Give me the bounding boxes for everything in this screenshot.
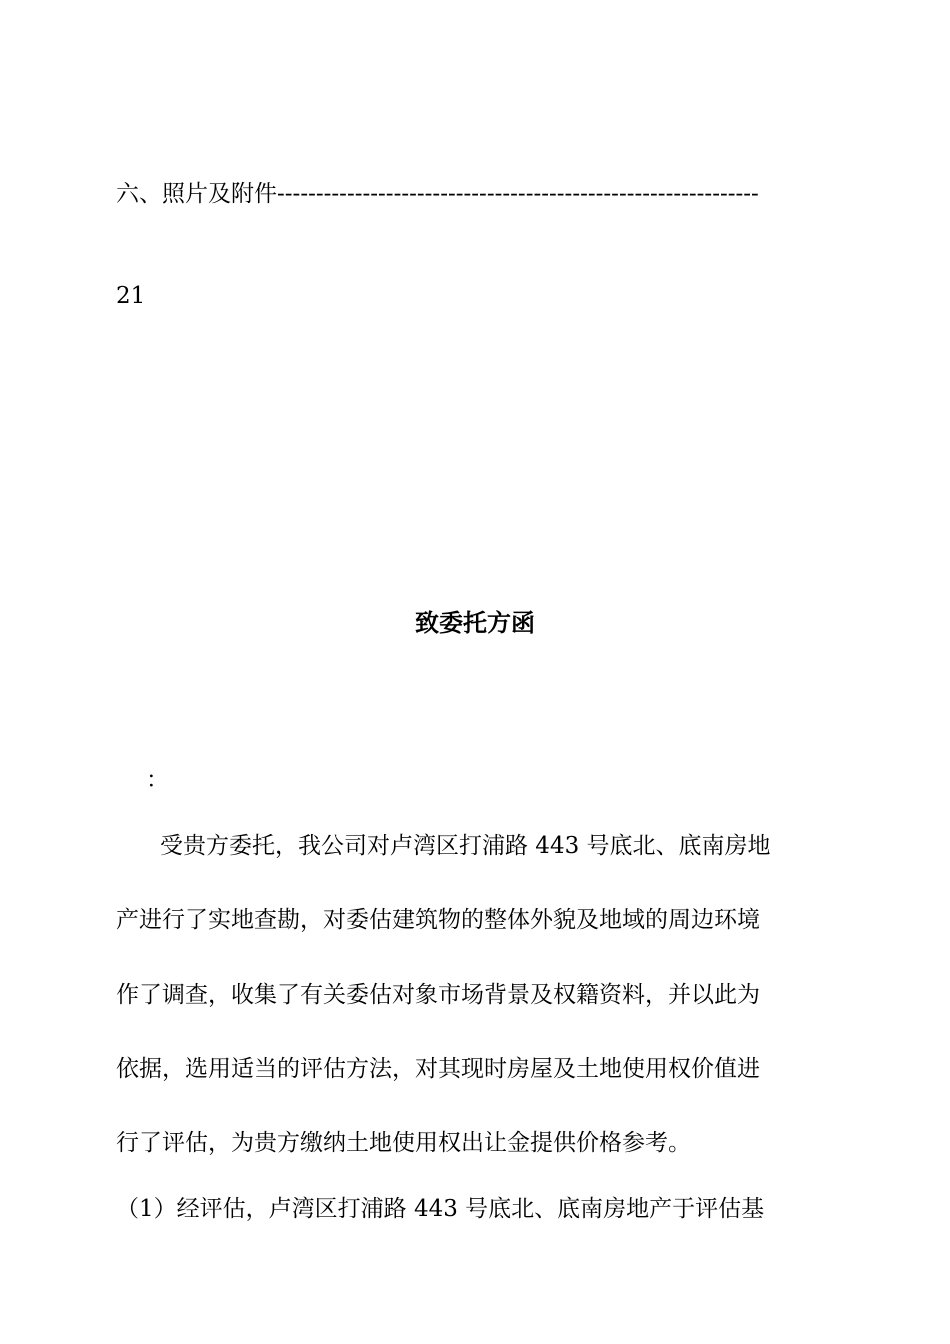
toc-leader: -------------------------------------------------------------- xyxy=(277,181,759,207)
numbered-item: （1）经评估，卢湾区打浦路 443 号底北、底南房地产于评估基 xyxy=(116,1196,765,1222)
paragraph-line: 受贵方委托，我公司对卢湾区打浦路 443 号底北、底南房地 xyxy=(160,833,771,859)
letter-title: 致委托方函 xyxy=(415,609,535,637)
toc-page-number: 21 xyxy=(116,283,146,309)
paragraph-line: 依据，选用适当的评估方法，对其现时房屋及土地使用权价值进 xyxy=(116,1056,760,1082)
paragraph-line: 产进行了实地查勘，对委估建筑物的整体外貌及地域的周边环境 xyxy=(116,907,760,933)
paragraph-line: 行了评估，为贵方缴纳土地使用权出让金提供价格参考。 xyxy=(116,1130,691,1156)
toc-entry-label: 六、照片及附件 xyxy=(116,181,277,207)
toc-entry xyxy=(116,178,816,210)
salutation: ： xyxy=(146,767,169,793)
paragraph-line: 作了调查，收集了有关委估对象市场背景及权籍资料，并以此为 xyxy=(116,982,760,1008)
